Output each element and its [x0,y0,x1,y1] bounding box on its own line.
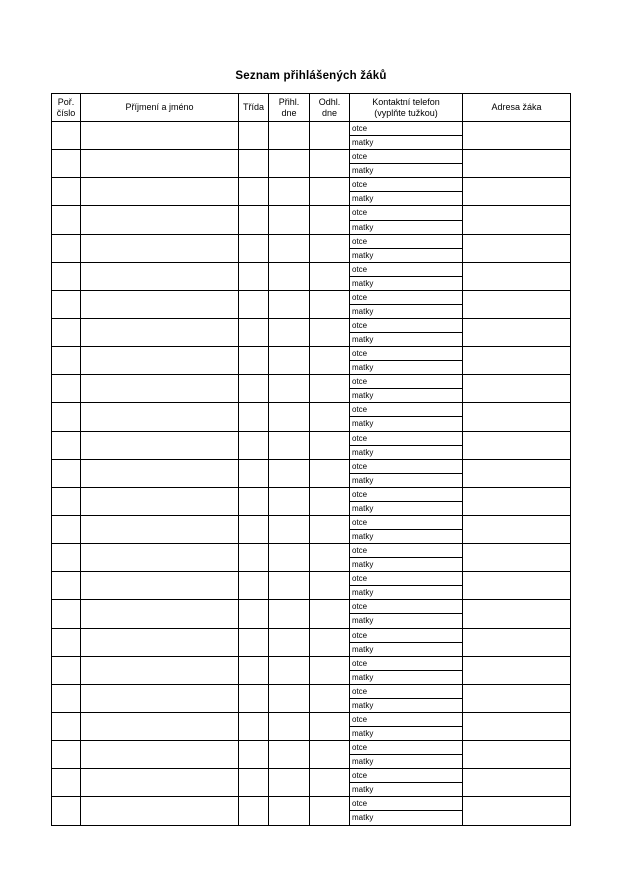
name-cell[interactable] [81,487,239,515]
name-cell[interactable] [81,656,239,684]
contact-phone-cell [350,712,463,740]
father-phone-field[interactable]: otce [350,122,462,136]
name-cell[interactable] [81,459,239,487]
order-number-cell[interactable] [52,290,81,318]
table-row [52,712,571,740]
name-cell[interactable] [81,122,239,150]
name-cell[interactable] [81,290,239,318]
mother-phone-field[interactable]: matky [352,194,374,204]
contact-phone-cell [350,487,463,515]
deregistered-date-cell[interactable] [310,234,350,262]
contact-phone-cell [350,769,463,797]
table-row [52,347,571,375]
class-cell[interactable] [239,487,269,515]
deregistered-date-cell[interactable] [310,628,350,656]
mother-phone-field[interactable]: matky [352,813,374,823]
name-cell[interactable] [81,318,239,346]
class-cell[interactable] [239,741,269,769]
father-phone-field[interactable]: otce [350,347,462,361]
deregistered-date-cell[interactable] [310,515,350,543]
order-number-cell[interactable] [52,150,81,178]
name-cell[interactable] [81,431,239,459]
class-cell[interactable] [239,769,269,797]
class-cell[interactable] [239,375,269,403]
deregistered-date-cell[interactable] [310,544,350,572]
name-cell[interactable] [81,712,239,740]
address-cell[interactable] [463,431,571,459]
registered-date-cell[interactable] [269,656,310,684]
class-cell[interactable] [239,178,269,206]
contact-phone-cell [350,234,463,262]
contact-phone-cell [350,600,463,628]
contact-phone-cell [350,290,463,318]
name-cell[interactable] [81,206,239,234]
address-cell[interactable] [463,515,571,543]
address-cell[interactable] [463,234,571,262]
registered-date-cell[interactable] [269,375,310,403]
table-row [52,515,571,543]
class-cell[interactable] [239,262,269,290]
registered-date-cell[interactable] [269,234,310,262]
column-header-name: Příjmení a jméno [81,94,239,122]
order-number-cell[interactable] [52,741,81,769]
deregistered-date-cell[interactable] [310,487,350,515]
mother-phone-field[interactable]: matky [352,419,374,429]
name-cell[interactable] [81,178,239,206]
deregistered-date-cell[interactable] [310,684,350,712]
table-row [52,403,571,431]
column-header-deregistered-date: Odhl. dne [310,94,350,122]
name-cell[interactable] [81,515,239,543]
deregistered-date-cell[interactable] [310,712,350,740]
contact-phone-cell [350,544,463,572]
class-cell[interactable] [239,206,269,234]
father-phone-field[interactable]: otce [350,291,462,305]
address-cell[interactable] [463,206,571,234]
name-cell[interactable] [81,234,239,262]
class-cell[interactable] [239,122,269,150]
order-number-cell[interactable] [52,515,81,543]
table-row [52,769,571,797]
deregistered-date-cell[interactable] [310,206,350,234]
father-phone-field[interactable]: otce [350,460,462,474]
contact-phone-cell [350,122,463,150]
deregistered-date-cell[interactable] [310,375,350,403]
class-cell[interactable] [239,656,269,684]
deregistered-date-cell[interactable] [310,431,350,459]
order-number-cell[interactable] [52,628,81,656]
mother-phone-field[interactable]: matky [352,644,374,654]
deregistered-date-cell[interactable] [310,656,350,684]
contact-phone-cell [350,628,463,656]
address-cell[interactable] [463,684,571,712]
father-phone-field[interactable]: otce [350,544,462,558]
deregistered-date-cell[interactable] [310,122,350,150]
name-cell[interactable] [81,403,239,431]
registered-date-cell[interactable] [269,178,310,206]
father-phone-field[interactable]: otce [350,713,462,727]
table-row [52,487,571,515]
father-phone-field[interactable]: otce [350,319,462,333]
mother-phone-field[interactable]: matky [352,138,374,148]
address-cell[interactable] [463,600,571,628]
registered-date-cell[interactable] [269,150,310,178]
address-cell[interactable] [463,262,571,290]
mother-phone-field[interactable]: matky [352,588,374,598]
order-number-cell[interactable] [52,431,81,459]
father-phone-field[interactable]: otce [350,769,462,783]
order-number-cell[interactable] [52,656,81,684]
mother-phone-field[interactable]: matky [352,503,374,513]
father-phone-field[interactable]: otce [350,657,462,671]
father-phone-field[interactable]: otce [350,572,462,586]
table-row [52,234,571,262]
mother-phone-field[interactable]: matky [352,532,374,542]
order-number-cell[interactable] [52,318,81,346]
registered-date-cell[interactable] [269,431,310,459]
father-phone-field[interactable]: otce [350,685,462,699]
address-cell[interactable] [463,769,571,797]
father-phone-field[interactable]: otce [350,797,462,811]
table-row [52,544,571,572]
mother-phone-field[interactable]: matky [352,616,374,626]
students-table [51,93,571,826]
father-phone-field[interactable]: otce [350,600,462,614]
order-number-cell[interactable] [52,487,81,515]
order-number-cell[interactable] [52,403,81,431]
table-row [52,122,571,150]
father-phone-field[interactable]: otce [350,488,462,502]
class-cell[interactable] [239,797,269,825]
table-row [52,797,571,825]
order-number-cell[interactable] [52,262,81,290]
class-cell[interactable] [239,684,269,712]
father-phone-field[interactable]: otce [350,629,462,643]
order-number-cell[interactable] [52,600,81,628]
class-cell[interactable] [239,544,269,572]
deregistered-date-cell[interactable] [310,741,350,769]
order-number-cell[interactable] [52,459,81,487]
contact-phone-cell [350,459,463,487]
class-cell[interactable] [239,600,269,628]
table-row [52,262,571,290]
class-cell[interactable] [239,150,269,178]
mother-phone-field[interactable]: matky [352,672,374,682]
address-cell[interactable] [463,290,571,318]
contact-phone-cell [350,403,463,431]
order-number-cell[interactable] [52,234,81,262]
order-number-cell[interactable] [52,544,81,572]
father-phone-field[interactable]: otce [350,150,462,164]
contact-phone-cell [350,572,463,600]
registered-date-cell[interactable] [269,459,310,487]
table-row [52,290,571,318]
deregistered-date-cell[interactable] [310,290,350,318]
contact-phone-cell [350,375,463,403]
deregistered-date-cell[interactable] [310,150,350,178]
father-phone-field[interactable]: otce [350,432,462,446]
table-row [52,318,571,346]
name-cell[interactable] [81,544,239,572]
deregistered-date-cell[interactable] [310,459,350,487]
class-cell[interactable] [239,431,269,459]
contact-phone-cell [350,262,463,290]
mother-phone-field[interactable]: matky [352,391,374,401]
contact-phone-cell [350,741,463,769]
registered-date-cell[interactable] [269,206,310,234]
table-row [52,600,571,628]
mother-phone-field[interactable]: matky [352,363,374,373]
contact-phone-cell [350,656,463,684]
name-cell[interactable] [81,150,239,178]
mother-phone-field[interactable]: matky [352,560,374,570]
deregistered-date-cell[interactable] [310,572,350,600]
column-header-contact-phone: Kontaktní telefon (vyplňte tužkou) [350,94,463,122]
address-cell[interactable] [463,347,571,375]
registered-date-cell[interactable] [269,684,310,712]
table-row [52,178,571,206]
deregistered-date-cell[interactable] [310,178,350,206]
registered-date-cell[interactable] [269,572,310,600]
column-header-order-number: Poř. číslo [52,94,81,122]
name-cell[interactable] [81,347,239,375]
address-cell[interactable] [463,375,571,403]
column-header-address: Adresa žáka [463,94,571,122]
father-phone-field[interactable]: otce [350,235,462,249]
name-cell[interactable] [81,684,239,712]
name-cell[interactable] [81,375,239,403]
column-header-class: Třída [239,94,269,122]
father-phone-field[interactable]: otce [350,206,462,220]
contact-phone-cell [350,150,463,178]
table-row [52,656,571,684]
mother-phone-field[interactable]: matky [352,700,374,710]
mother-phone-field[interactable]: matky [352,306,374,316]
order-number-cell[interactable] [52,769,81,797]
registered-date-cell[interactable] [269,628,310,656]
order-number-cell[interactable] [52,347,81,375]
address-cell[interactable] [463,178,571,206]
address-cell[interactable] [463,318,571,346]
deregistered-date-cell[interactable] [310,262,350,290]
class-cell[interactable] [239,290,269,318]
class-cell[interactable] [239,318,269,346]
table-row [52,206,571,234]
address-cell[interactable] [463,150,571,178]
class-cell[interactable] [239,347,269,375]
mother-phone-field[interactable]: matky [352,447,374,457]
mother-phone-field[interactable]: matky [352,166,374,176]
table-header-row [52,94,571,122]
contact-phone-cell [350,347,463,375]
class-cell[interactable] [239,459,269,487]
registered-date-cell[interactable] [269,290,310,318]
registered-date-cell[interactable] [269,544,310,572]
father-phone-field[interactable]: otce [350,375,462,389]
column-header-registered-date: Přihl. dne [269,94,310,122]
deregistered-date-cell[interactable] [310,769,350,797]
mother-phone-field[interactable]: matky [352,757,374,767]
registered-date-cell[interactable] [269,797,310,825]
class-cell[interactable] [239,403,269,431]
address-cell[interactable] [463,741,571,769]
order-number-cell[interactable] [52,712,81,740]
contact-phone-cell [350,797,463,825]
address-cell[interactable] [463,712,571,740]
name-cell[interactable] [81,600,239,628]
name-cell[interactable] [81,262,239,290]
table-row [52,684,571,712]
mother-phone-field[interactable]: matky [352,250,374,260]
registered-date-cell[interactable] [269,769,310,797]
registered-date-cell[interactable] [269,262,310,290]
registered-date-cell[interactable] [269,318,310,346]
order-number-cell[interactable] [52,375,81,403]
mother-phone-field[interactable]: matky [352,785,374,795]
contact-phone-cell [350,318,463,346]
class-cell[interactable] [239,572,269,600]
registered-date-cell[interactable] [269,600,310,628]
mother-phone-field[interactable]: matky [352,475,374,485]
address-cell[interactable] [463,403,571,431]
order-number-cell[interactable] [52,684,81,712]
contact-phone-cell [350,206,463,234]
table-row [52,150,571,178]
address-cell[interactable] [463,487,571,515]
mother-phone-field[interactable]: matky [352,729,374,739]
document-title: Seznam přihlášených žáků [235,70,387,82]
contact-phone-cell [350,515,463,543]
order-number-cell[interactable] [52,572,81,600]
father-phone-field[interactable]: otce [350,741,462,755]
table-row [52,431,571,459]
contact-phone-cell [350,431,463,459]
registered-date-cell[interactable] [269,515,310,543]
table-row [52,572,571,600]
class-cell[interactable] [239,628,269,656]
order-number-cell[interactable] [52,797,81,825]
table-row [52,741,571,769]
mother-phone-field[interactable]: matky [352,335,374,345]
name-cell[interactable] [81,797,239,825]
table-body [52,122,571,826]
deregistered-date-cell[interactable] [310,403,350,431]
table-row [52,375,571,403]
registered-date-cell[interactable] [269,487,310,515]
address-cell[interactable] [463,656,571,684]
registered-date-cell[interactable] [269,122,310,150]
registered-date-cell[interactable] [269,403,310,431]
contact-phone-cell [350,178,463,206]
name-cell[interactable] [81,572,239,600]
table-row [52,459,571,487]
deregistered-date-cell[interactable] [310,797,350,825]
order-number-cell[interactable] [52,178,81,206]
name-cell[interactable] [81,741,239,769]
address-cell[interactable] [463,544,571,572]
deregistered-date-cell[interactable] [310,318,350,346]
contact-phone-cell [350,684,463,712]
father-phone-field[interactable]: otce [350,516,462,530]
mother-phone-field[interactable]: matky [352,278,374,288]
order-number-cell[interactable] [52,122,81,150]
address-cell[interactable] [463,572,571,600]
father-phone-field[interactable]: otce [350,403,462,417]
order-number-cell[interactable] [52,206,81,234]
deregistered-date-cell[interactable] [310,347,350,375]
class-cell[interactable] [239,712,269,740]
table-row [52,628,571,656]
registered-date-cell[interactable] [269,347,310,375]
mother-phone-field[interactable]: matky [352,222,374,232]
father-phone-field[interactable]: otce [350,178,462,192]
name-cell[interactable] [81,769,239,797]
father-phone-field[interactable]: otce [350,263,462,277]
deregistered-date-cell[interactable] [310,600,350,628]
class-cell[interactable] [239,234,269,262]
address-cell[interactable] [463,459,571,487]
name-cell[interactable] [81,628,239,656]
address-cell[interactable] [463,628,571,656]
address-cell[interactable] [463,797,571,825]
registered-date-cell[interactable] [269,741,310,769]
address-cell[interactable] [463,122,571,150]
registered-date-cell[interactable] [269,712,310,740]
class-cell[interactable] [239,515,269,543]
